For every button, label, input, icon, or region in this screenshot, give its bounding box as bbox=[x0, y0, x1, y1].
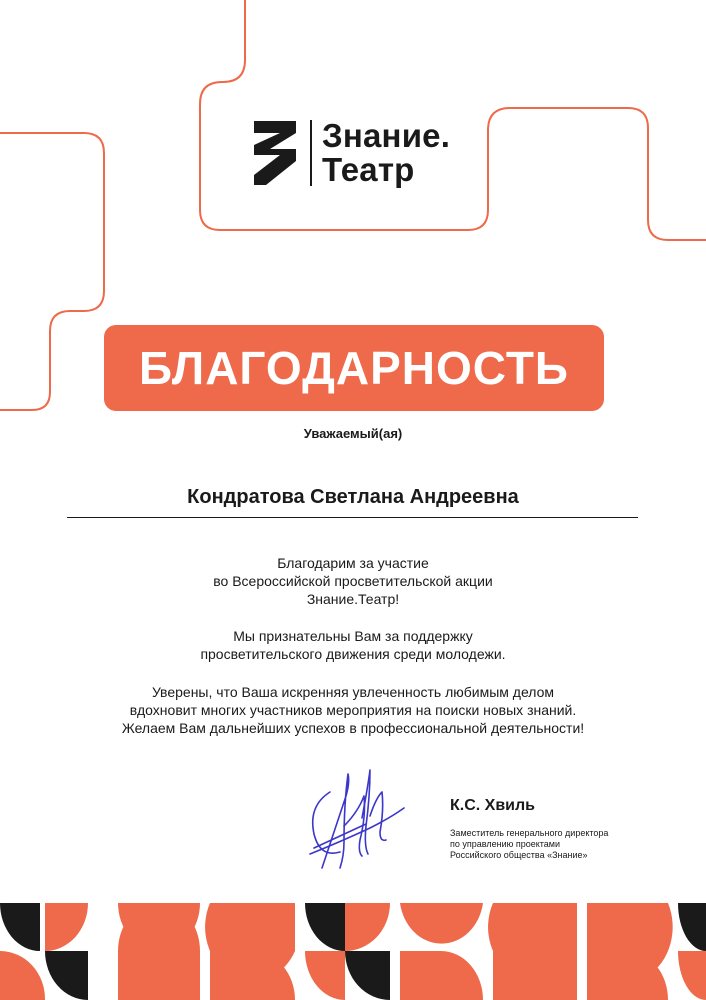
logo-line-2: Театр bbox=[322, 151, 415, 188]
signer-title-line: Заместитель генерального директора bbox=[450, 828, 609, 838]
paragraph-line: вдохновит многих участников мероприятия на поиски новых знаний. bbox=[129, 702, 577, 718]
signer-title bbox=[450, 828, 608, 861]
znanie-z-logo-icon bbox=[252, 119, 298, 187]
paragraph-line: Желаем Вам дальнейших успехов в профессиональной деятельности! bbox=[121, 720, 585, 736]
paragraph-line: просветительского движения среди молодежи. bbox=[200, 646, 506, 662]
paragraph-line: Мы признательны Вам за поддержку bbox=[233, 628, 473, 644]
paragraph-line: Уверены, что Ваша искренняя увлеченность любимым делом bbox=[151, 684, 555, 700]
paragraph-line: Благодарим за участие bbox=[277, 555, 429, 571]
signer-title-line: Российского общества «Знание» bbox=[450, 850, 588, 860]
paragraph-2 bbox=[0, 627, 706, 663]
logo-text bbox=[322, 119, 450, 187]
handwritten-signature bbox=[300, 756, 410, 876]
paragraph-3 bbox=[0, 683, 706, 737]
logo-line-1: Знание. bbox=[322, 117, 451, 154]
decorative-pattern bbox=[0, 903, 706, 1000]
recipient-name: Кондратова Светлана Андреевна bbox=[187, 486, 519, 508]
signer-title-line: по управлению проектами bbox=[450, 839, 561, 849]
paragraph-line: Знание.Театр! bbox=[306, 591, 400, 607]
title-banner bbox=[104, 325, 604, 411]
logo-divider bbox=[310, 120, 312, 186]
greeting: Уважаемый(ая) bbox=[303, 426, 403, 441]
paragraph-line: во Всероссийской просветительской акции bbox=[213, 573, 493, 589]
signer-name: К.С. Хвиль bbox=[450, 797, 535, 814]
paragraph-1 bbox=[0, 554, 706, 608]
certificate-title: БЛАГОДАРНОСТЬ bbox=[139, 342, 569, 394]
logo bbox=[252, 118, 450, 188]
name-underline bbox=[67, 517, 638, 518]
